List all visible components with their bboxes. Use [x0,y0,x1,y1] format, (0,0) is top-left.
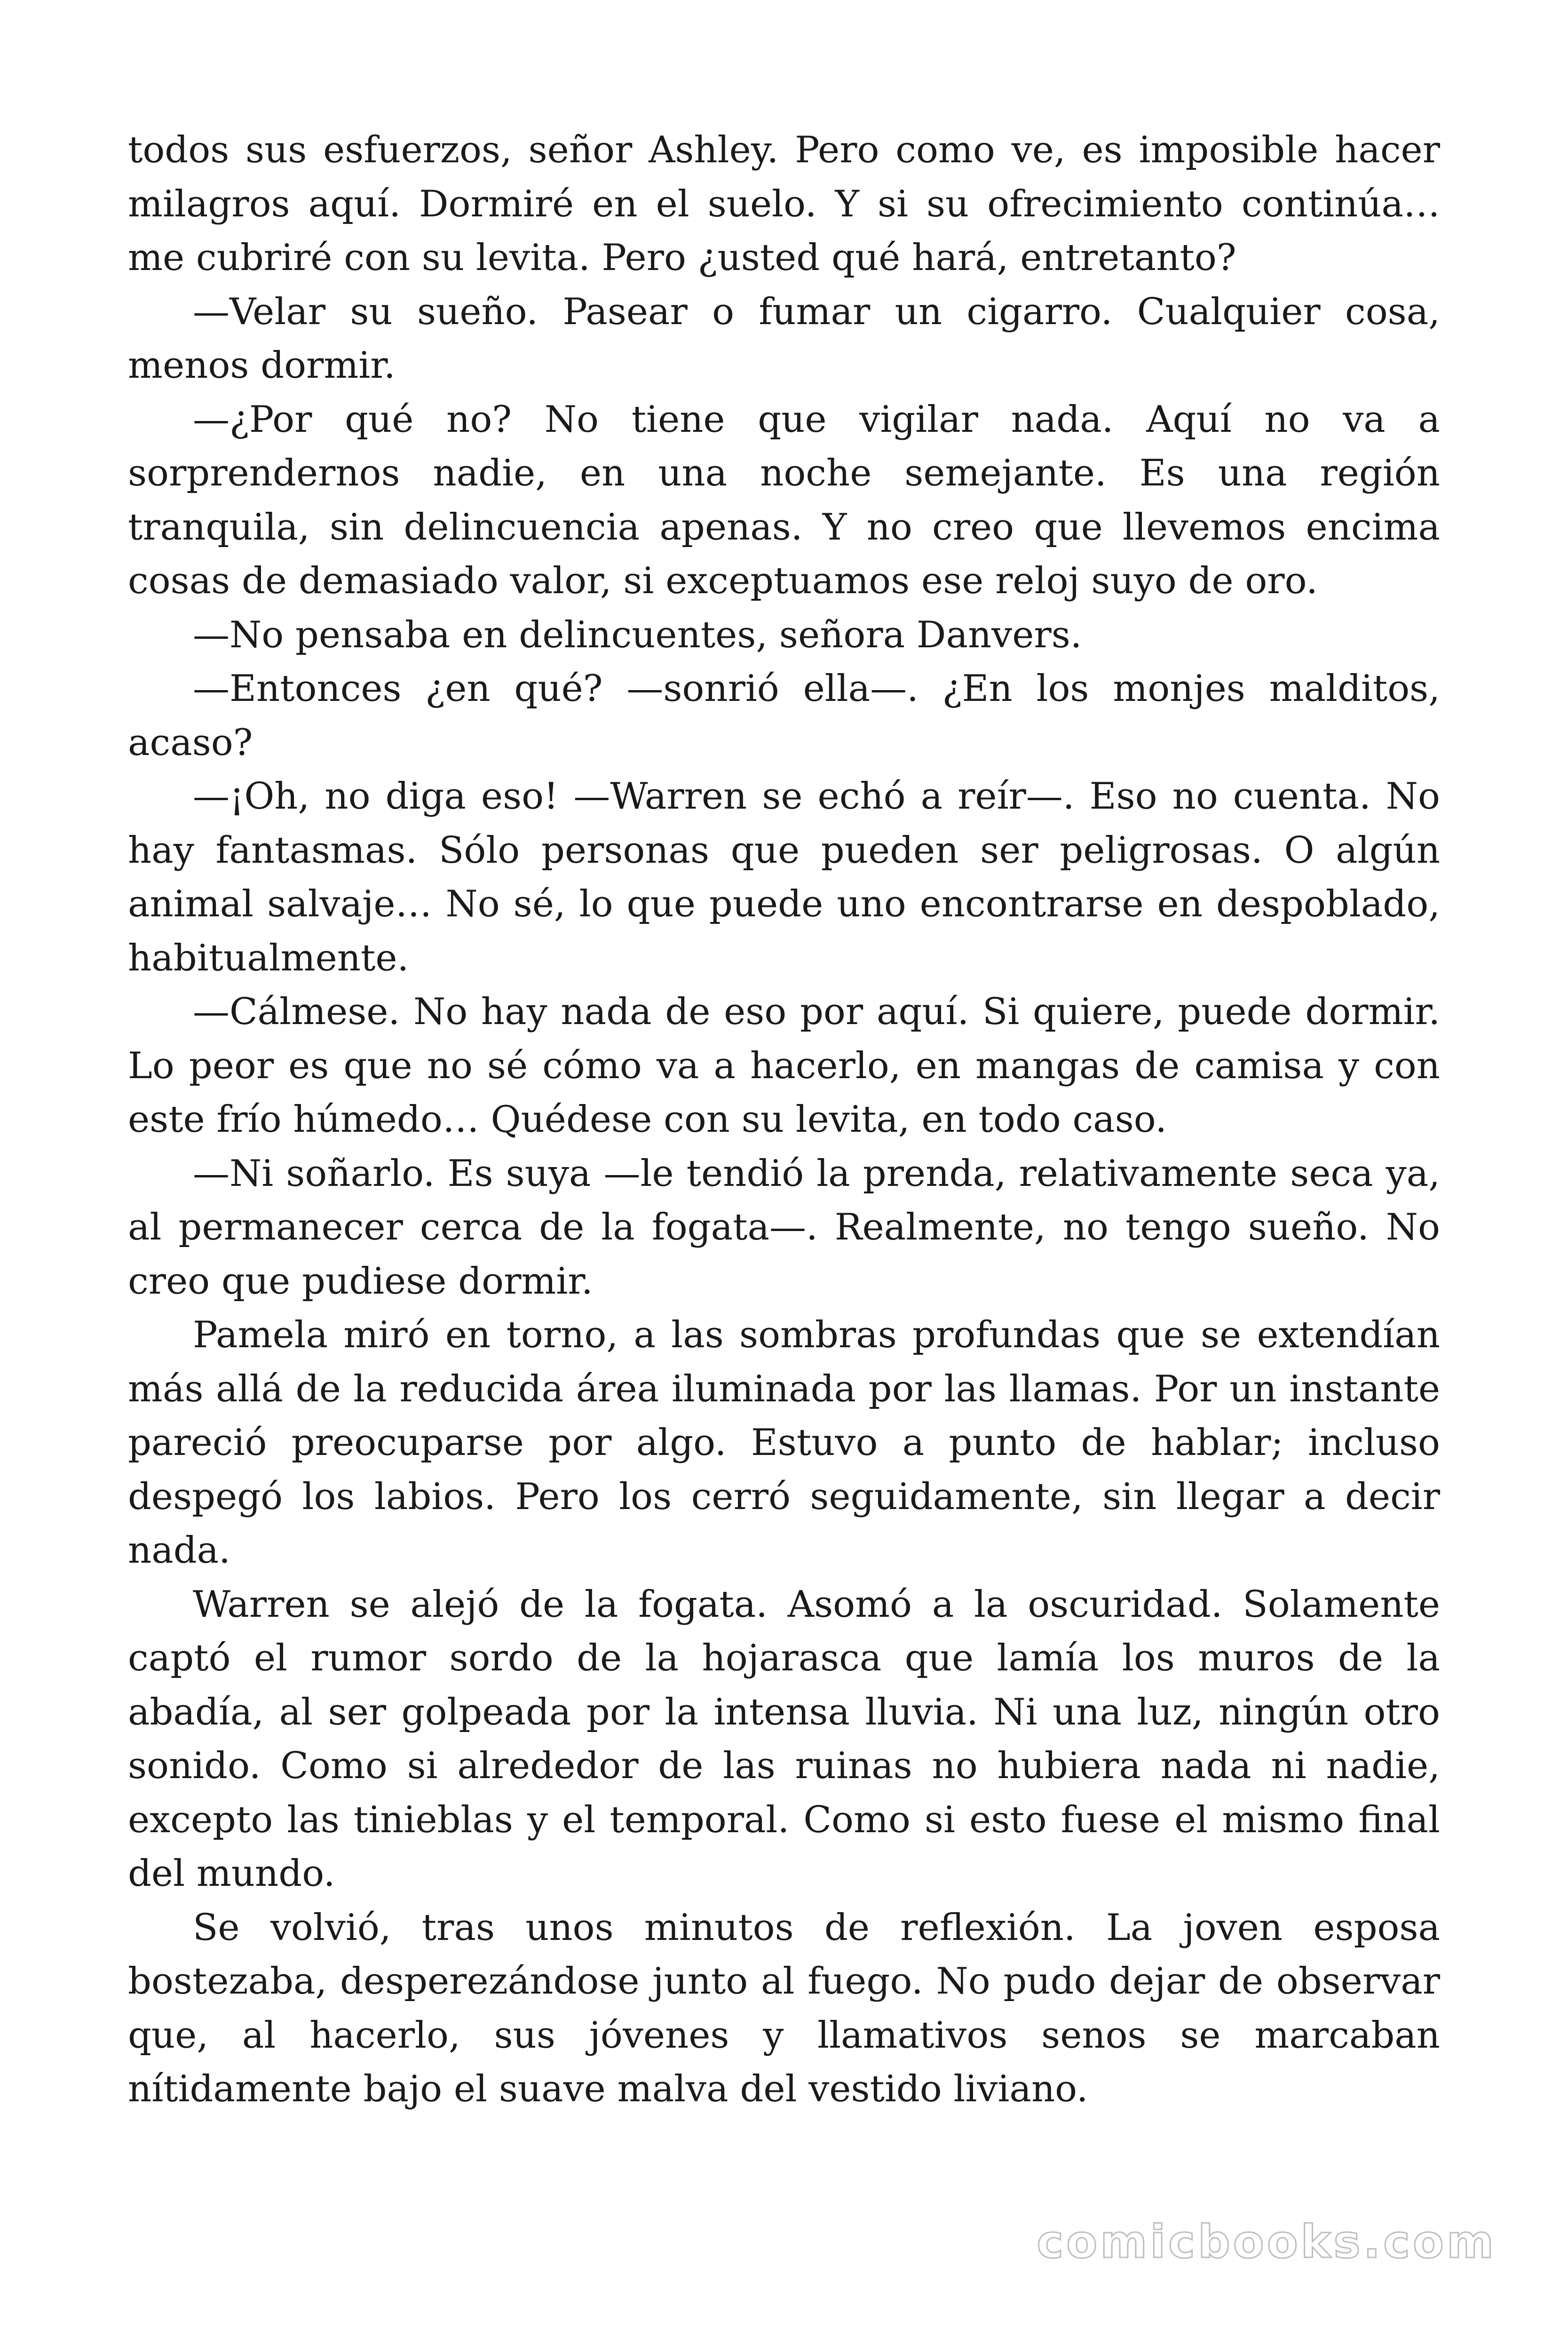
paragraph-dialogue: —¡Oh, no diga eso! —Warren se echó a reír—. Eso no cuenta. No hay fantasmas. Sólo personas que pueden ser peligrosas. O algún animal salvaje… No sé, lo que puede uno encontrarse en despoblado, habitualmente. [128,775,1440,979]
paragraph-dialogue: —¿Por qué no? No tiene que vigilar nada. Aquí no va a sorprendernos nadie, en una noche semejante. Es una región tranquila, sin delincuencia apenas. Y no creo que llevemos encima cosas de demasiado valor, si exceptuamos ese reloj suyo de oro. [128,398,1440,602]
paragraph-narration: Se volvió, tras unos minutos de reflexión. La joven esposa bostezaba, desperezándose junto al fuego. No pudo dejar de observar que, al hacerlo, sus jóvenes y llamativos senos se marcaban nítidamente bajo el suave malva del vestido liviano. [128,1906,1440,2110]
paragraph-dialogue: —Velar su sueño. Pasear o fumar un cigarro. Cualquier cosa, menos dormir. [128,290,1440,387]
watermark: comicbooks.com [1037,2216,1497,2268]
body-text [128,123,1440,2116]
paragraph-dialogue: —Cálmese. No hay nada de eso por aquí. Si quiere, puede dormir. Lo peor es que no sé cómo va a hacerlo, en mangas de camisa y con este frío húmedo… Quédese con su levita, en todo caso. [128,991,1440,1141]
paragraph-narration: Pamela miró en torno, a las sombras profundas que se extendían más allá de la reducida área iluminada por las llamas. Por un instante pareció preocuparse por algo. Estuvo a punto de hablar; incluso despegó los labios. Pero los cerró seguidamente, sin llegar a decir nada. [128,1314,1440,1572]
paragraph-dialogue: —No pensaba en delincuentes, señora Danvers. [193,613,1082,656]
paragraph-dialogue: —Ni soñarlo. Es suya —le tendió la prenda, relativamente seca ya, al permanecer cerca de la fogata—. Realmente, no tengo sueño. No creo que pudiese dormir. [128,1152,1440,1303]
paragraph-continuation: todos sus esfuerzos, señor Ashley. Pero como ve, es imposible hacer milagros aquí. Dormiré en el suelo. Y si su ofrecimiento continúa… me cubriré con su levita. Pero ¿usted qué hará, entretanto? [128,129,1440,279]
paragraph-narration: Warren se alejó de la fogata. Asomó a la oscuridad. Solamente captó el rumor sordo de la hojarasca que lamía los muros de la abadía, al ser golpeada por la intensa lluvia. Ni una luz, ningún otro sonido. Como si alrededor de las ruinas no hubiera nada ni nadie, excepto las tinieblas y el temporal. Como si esto fuese el mismo final del mundo. [128,1583,1440,1895]
paragraph-dialogue: —Entonces ¿en qué? —sonrió ella—. ¿En los monjes malditos, acaso? [128,667,1440,764]
